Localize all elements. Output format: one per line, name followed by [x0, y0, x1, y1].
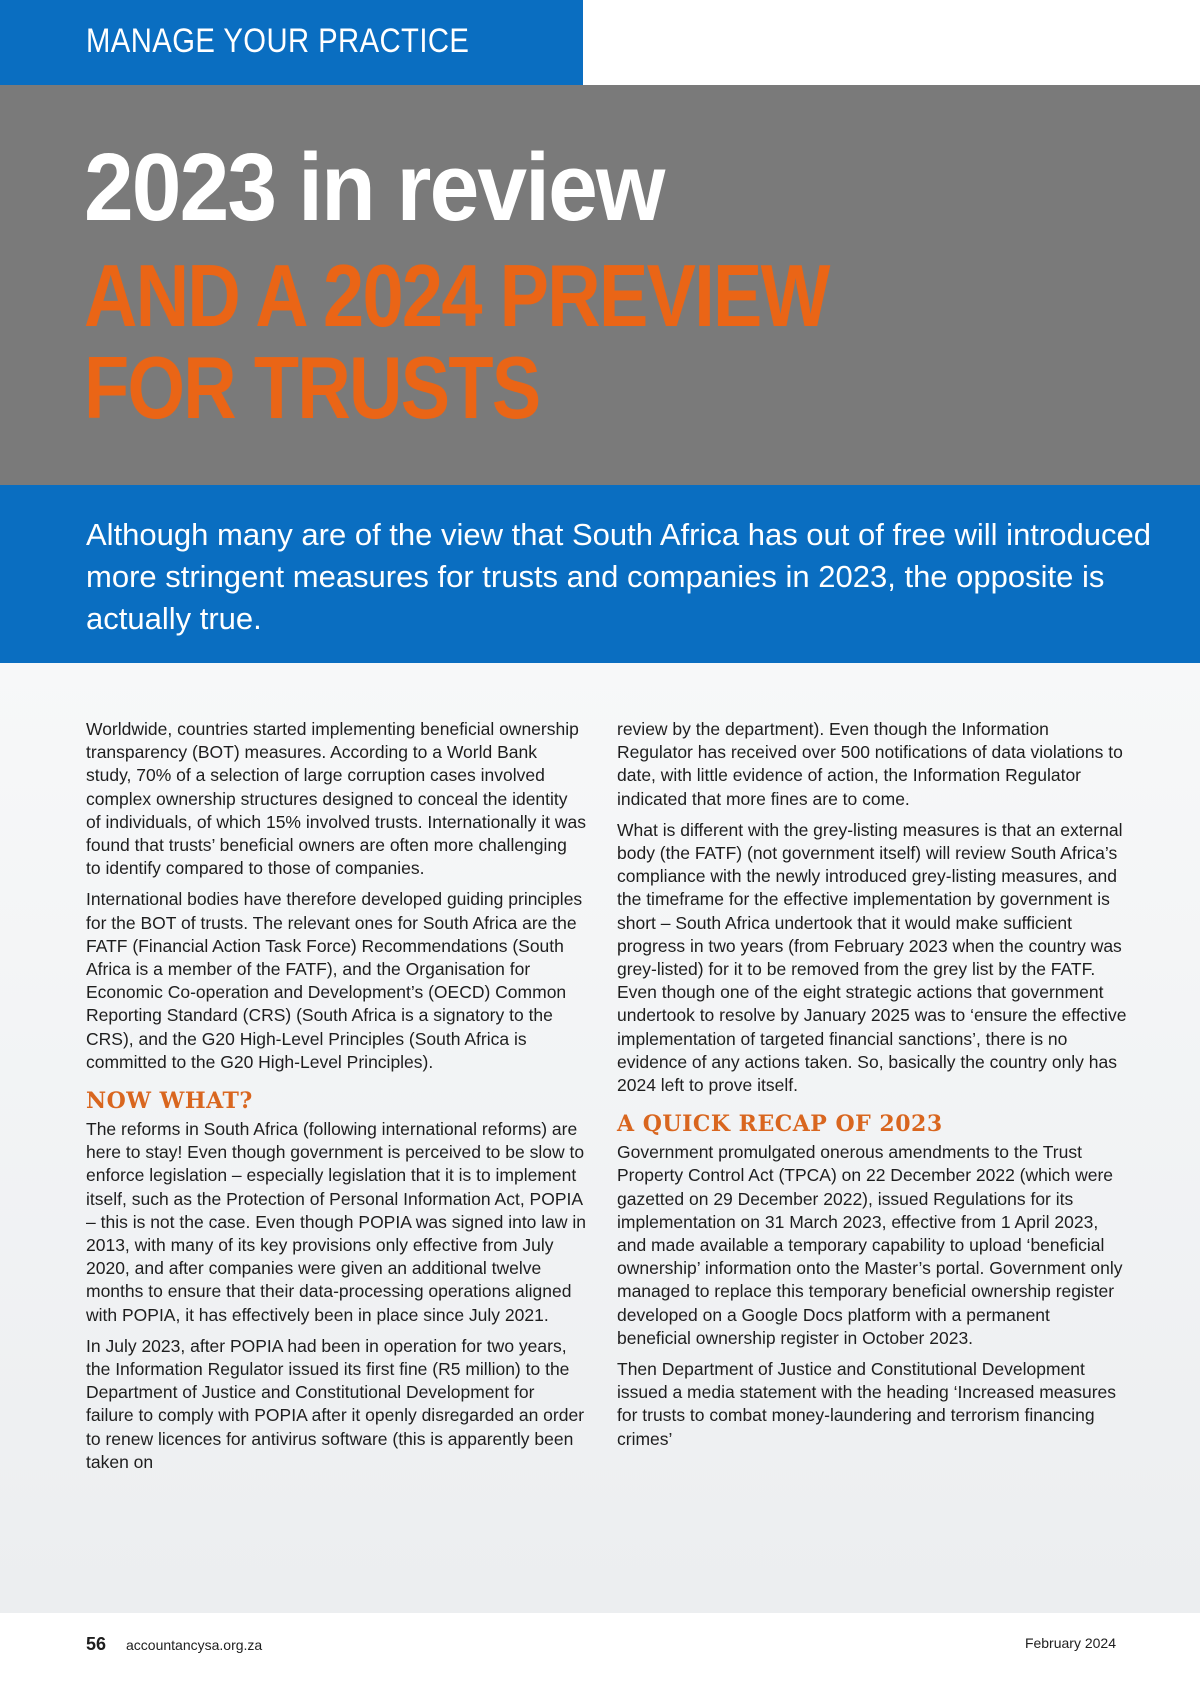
paragraph: What is different with the grey-listing measures is that an external body (the FATF) (not government itself) will review South Africa’s compliance with the newly introduced grey-listing measures, and the timeframe for the effective implementation by government is short – South Africa undertook that it would make sufficient progress in two years (from February 2023 when the country was grey-listed) for it to be removed from the grey list by the FATF. Even though one of the eight strategic actions that government undertook to resolve by January 2025 was to ‘ensure the effective implementation of targeted financial sanctions’, there is no evidence of any actions taken. So, basically the country only has 2024 left to prove itself. — [617, 819, 1127, 1096]
article-subtitle — [84, 246, 829, 437]
article-title: 2023 in review — [84, 134, 664, 241]
section-heading-now-what: NOW WHAT? — [86, 1088, 253, 1115]
paragraph: Then Department of Justice and Constitutional Development issued a media statement with the heading ‘Increased measures for trusts to combat money-laundering and terrorism financing crimes’ — [617, 1359, 1117, 1449]
issue-date: February 2024 — [1024, 1635, 1116, 1651]
paragraph: review by the department). Even though the Information Regulator has received over 500 notifications of data violations to date, with little evidence of action, the Information Regulator indicated that more fines are to come. — [617, 719, 1123, 809]
lede-text: Although many are of the view that South Africa has out of free will introduced more stringent measures for trusts and companies in 2023, the opposite is actually true. — [86, 517, 1151, 636]
section-heading-quick-recap: A QUICK RECAP OF 2023 — [617, 1111, 943, 1138]
left-column — [86, 718, 586, 1482]
paragraph: In July 2023, after POPIA had been in operation for two years, the Information Regulator issued its first fine (R5 million) to the Department of Justice and Constitutional Development for failure to comply with POPIA after it openly disregarded an order to renew licences for antivirus software (this is apparently been taken on — [86, 1335, 585, 1472]
paragraph: Government promulgated onerous amendments to the Trust Property Control Act (TPCA) on 22 December 2022 (which were gazetted on 29 December 2022), issued Regulations for its implementation on 31 March 2023, effective from 1 April 2023, and made available a temporary capability to upload ‘beneficial ownership’ information onto the Master’s portal. Government only managed to replace this temporary beneficial ownership register developed on a Google Docs platform with a permanent beneficial ownership register in October 2023. — [617, 1142, 1123, 1348]
right-column — [617, 718, 1127, 1459]
subtitle-line-2: FOR TRUSTS — [84, 338, 540, 437]
website-link[interactable]: accountancysa.org.za — [126, 1637, 263, 1653]
section-label: MANAGE YOUR PRACTICE — [86, 22, 470, 60]
paragraph: Worldwide, countries started implementing beneficial ownership transparency (BOT) measures. According to a World Bank study, 70% of a selection of large corruption cases involved complex ownership structures designed to conceal the identity of individuals, of which 15% involved trusts. Internationally it was found that trusts’ beneficial owners are often more challenging to identify compared to those of companies. — [86, 719, 586, 879]
subtitle-line-1: AND A 2024 PREVIEW — [84, 246, 829, 345]
paragraph: International bodies have therefore developed guiding principles for the BOT of trusts. The relevant ones for South Africa are the FATF (Financial Action Task Force) Recommendations (South Africa is a member of the FATF), and the Organisation for Economic Co-operation and Development’s (OECD) Common Reporting Standard (CRS) (South Africa is a signatory to the CRS), and the G20 High-Level Principles (South Africa is committed to the G20 High-Level Principles). — [86, 889, 583, 1072]
paragraph: The reforms in South Africa (following international reforms) are here to stay! Even though government is perceived to be slow to enforce legislation – especially legislation that it is to implement itself, such as the Protection of Personal Information Act, POPIA – this is not the case. Even though POPIA was signed into law in 2013, with many of its key provisions only effective from July 2020, and after companies were given an additional twelve months to ensure that their data-processing operations aligned with POPIA, it has effectively been in place since July 2021. — [86, 1119, 587, 1325]
page-number: 56 — [86, 1634, 107, 1654]
